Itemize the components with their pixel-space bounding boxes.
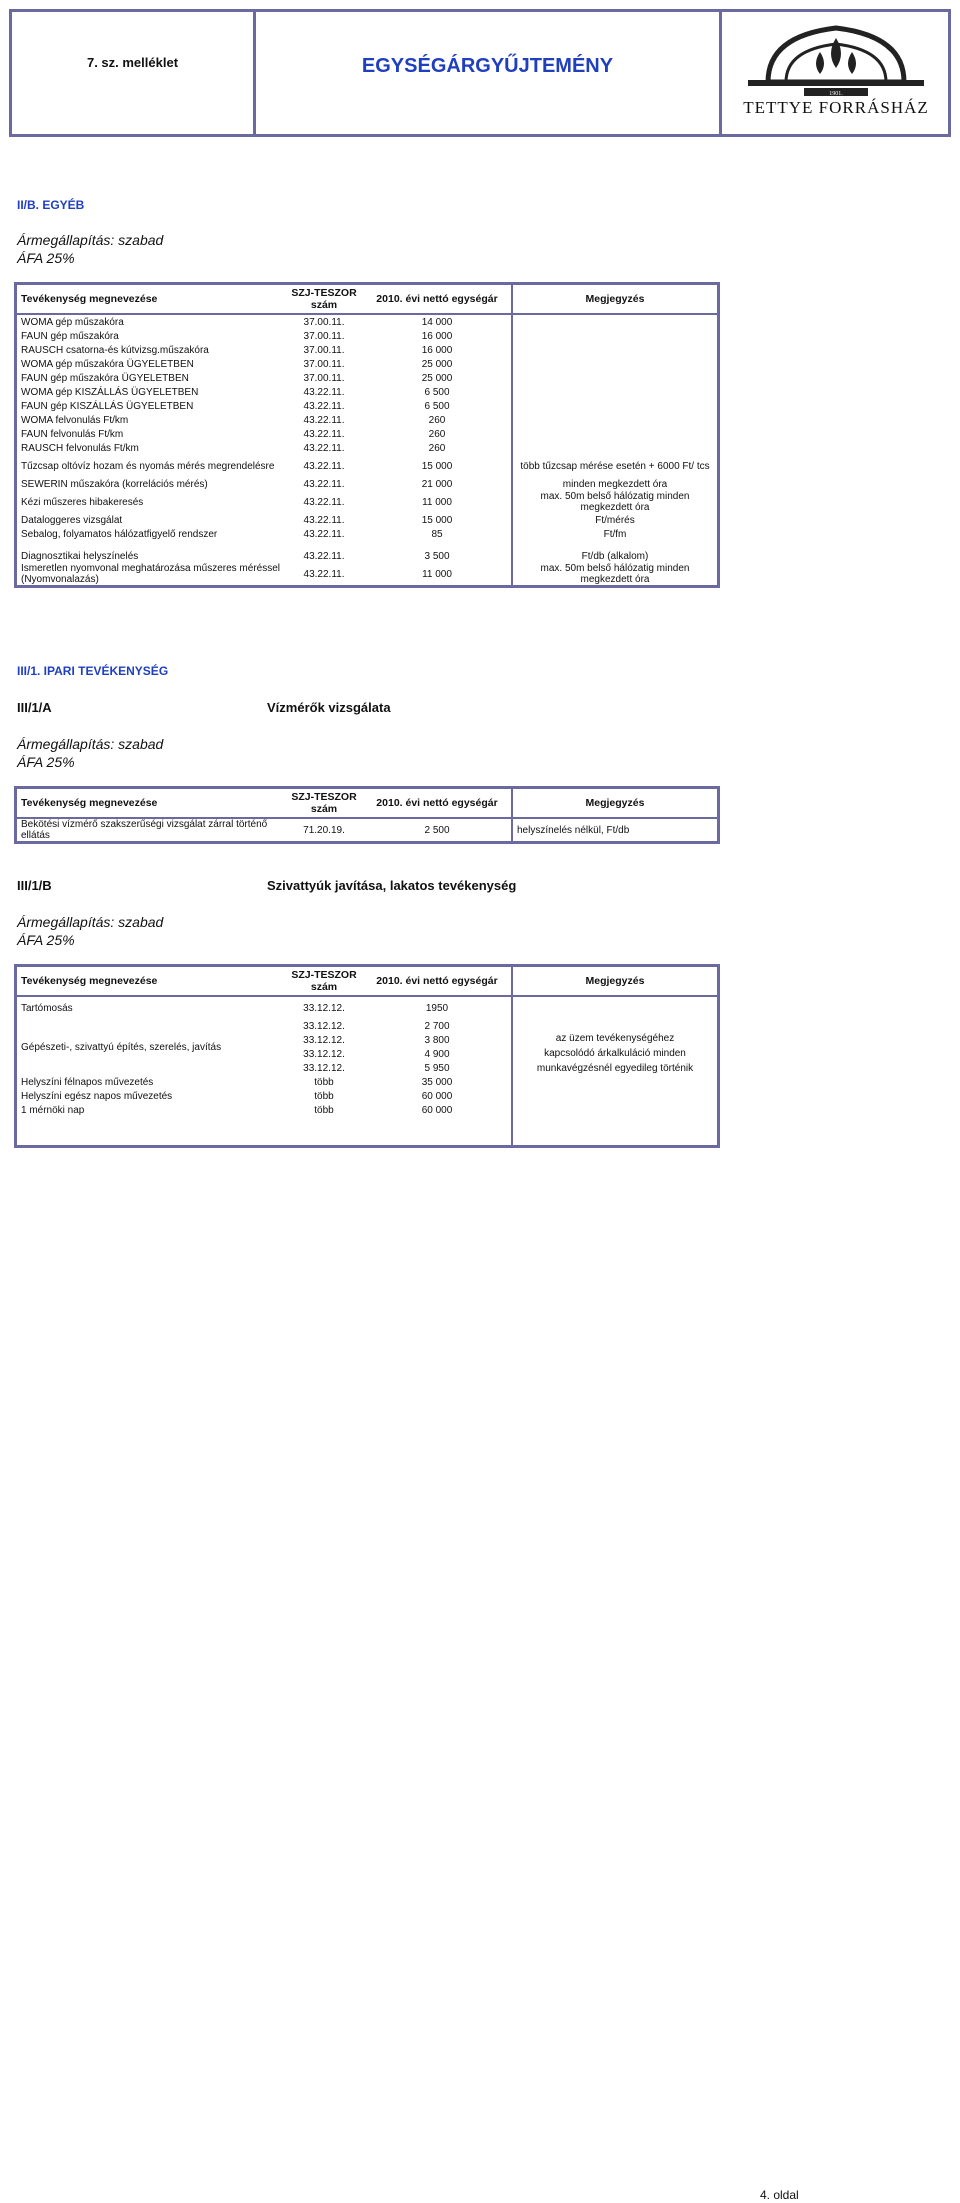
price-cell: 5 950 xyxy=(424,1062,450,1074)
szj-code-cell: 43.22.11. xyxy=(303,414,345,426)
szj-code-cell: 43.22.11. xyxy=(303,478,345,490)
price-cell: 6 500 xyxy=(424,400,450,412)
szj-code-cell: 33.12.12. xyxy=(303,1002,345,1014)
table-row xyxy=(16,413,719,427)
activity-cell: 1 mérnöki nap xyxy=(21,1104,85,1116)
note-cell xyxy=(512,343,719,357)
activity-cell: Ismeretlen nyomvonal meghatározása műszeres méréssel (Nyomvonalazás) xyxy=(21,563,280,585)
col-header-price: 2010. évi nettó egységár xyxy=(363,284,512,315)
activity-cell: WOMA gép műszakóra xyxy=(21,316,124,328)
activity-cell: RAUSCH csatorna-és kútvizsg.műszakóra xyxy=(21,344,209,356)
table-row xyxy=(16,343,719,357)
subsection-title: Szivattyúk javítása, lakatos tevékenység xyxy=(267,878,517,893)
activity-cell: RAUSCH felvonulás Ft/km xyxy=(21,442,139,454)
note-cell xyxy=(512,441,719,455)
col-header-note: Megjegyzés xyxy=(512,966,719,997)
col-header-note: Megjegyzés xyxy=(512,788,719,819)
price-cell: 2 500 xyxy=(424,824,450,836)
section-heading: II/B. EGYÉB xyxy=(17,198,85,212)
annex-label: 7. sz. melléklet xyxy=(86,55,179,70)
activity-cell: WOMA felvonulás Ft/km xyxy=(21,414,129,426)
price-cell: 3 500 xyxy=(424,550,450,562)
activity-cell: WOMA gép KISZÁLLÁS ÜGYELETBEN xyxy=(21,386,199,398)
price-cell: 11 000 xyxy=(422,496,452,508)
table-row xyxy=(16,371,719,385)
szj-code-cell: 37.00.11. xyxy=(303,344,345,356)
col-header-note: Megjegyzés xyxy=(512,284,719,315)
price-cell: 260 xyxy=(428,428,446,440)
table-row xyxy=(16,818,719,843)
page-number: 4. oldal xyxy=(760,2188,799,2202)
col-header-szj: SZJ-TESZOR szám xyxy=(285,966,363,997)
price-cell: 35 000 xyxy=(421,1076,453,1088)
note-cell: az üzem tevékenységéhez kapcsolódó árkalkuláció minden munkavégzésnél egyedileg történik xyxy=(512,996,719,1147)
col-header-activity: Tevékenység megnevezése xyxy=(16,966,286,997)
note-cell xyxy=(512,413,719,427)
table-row xyxy=(16,357,719,371)
price-cell: 60 000 xyxy=(421,1104,453,1116)
price-cell: 85 xyxy=(431,528,443,540)
note-cell: max. 50m belső hálózatig minden megkezdett óra xyxy=(512,491,719,513)
price-cell: 15 000 xyxy=(421,460,453,472)
table-row xyxy=(16,549,719,563)
table-row xyxy=(16,996,719,1019)
price-cell: 14 000 xyxy=(421,316,453,328)
header-divider xyxy=(719,9,722,137)
activity-cell: Helyszíni egész napos művezetés xyxy=(21,1090,173,1102)
szj-code-cell: 43.22.11. xyxy=(303,400,345,412)
price-cell: 25 000 xyxy=(421,372,453,384)
price-cell: 2 700 xyxy=(424,1020,450,1032)
activity-cell: FAUN gép műszakóra xyxy=(21,330,119,342)
note-cell: max. 50m belső hálózatig minden megkezdett óra xyxy=(512,563,719,587)
table-row xyxy=(16,563,719,587)
szj-code-cell: 43.22.11. xyxy=(303,550,345,562)
logo-wordmark: TETTYE FORRÁSHÁZ xyxy=(743,98,929,117)
col-header-activity: Tevékenység megnevezése xyxy=(16,284,286,315)
szj-code-cell: 43.22.11. xyxy=(303,568,345,580)
vat-label: ÁFA 25% xyxy=(17,250,75,266)
table-row xyxy=(16,314,719,329)
table-row xyxy=(16,455,719,477)
price-cell: 260 xyxy=(428,414,446,426)
price-cell: 260 xyxy=(428,442,446,454)
note-cell: helyszínelés nélkül, Ft/db xyxy=(512,818,719,843)
szj-code-cell: 37.00.11. xyxy=(303,372,345,384)
price-table-szivattyu xyxy=(14,964,720,1148)
activity-cell: FAUN felvonulás Ft/km xyxy=(21,428,124,440)
note-cell xyxy=(512,314,719,329)
price-cell: 6 500 xyxy=(424,386,450,398)
vat-label: ÁFA 25% xyxy=(17,754,75,770)
szj-code-cell: 43.22.11. xyxy=(303,528,345,540)
table-row xyxy=(16,477,719,491)
price-cell: 1950 xyxy=(425,1002,449,1014)
price-table-vizmero xyxy=(14,786,720,844)
price-cell: 3 800 xyxy=(424,1034,450,1046)
price-cell: 16 000 xyxy=(421,344,453,356)
table-row xyxy=(16,399,719,413)
table-row xyxy=(16,513,719,527)
section-heading: III/1. IPARI TEVÉKENYSÉG xyxy=(17,664,169,678)
price-cell: 21 000 xyxy=(421,478,453,490)
szj-code-cell: 43.22.11. xyxy=(303,496,345,508)
note-cell: Ft/mérés xyxy=(512,513,719,527)
activity-cell: WOMA gép műszakóra ÜGYELETBEN xyxy=(21,358,194,370)
szj-code-cell: 37.00.11. xyxy=(303,358,345,370)
activity-cell: Bekötési vízmérő szakszerűségi vizsgálat zárral történő ellátás xyxy=(21,819,268,841)
activity-cell: FAUN gép KISZÁLLÁS ÜGYELETBEN xyxy=(21,400,194,412)
vat-label: ÁFA 25% xyxy=(17,932,75,948)
note-cell xyxy=(512,427,719,441)
col-header-price: 2010. évi nettó egységár xyxy=(363,966,512,997)
table-row xyxy=(16,441,719,455)
activity-cell: Diagnosztikai helyszínelés xyxy=(21,550,139,562)
activity-cell: FAUN gép műszakóra ÜGYELETBEN xyxy=(21,372,189,384)
note-cell: Ft/fm xyxy=(512,527,719,541)
price-cell: 16 000 xyxy=(421,330,453,342)
szj-code-cell: 37.00.11. xyxy=(303,330,345,342)
szj-code-cell: 33.12.12. xyxy=(303,1062,345,1074)
szj-code-cell: 71.20.19. xyxy=(303,824,345,836)
szj-code-cell: több xyxy=(314,1104,334,1116)
pricing-label: Ármegállapítás: szabad xyxy=(17,736,164,752)
activity-cell: Helyszíni félnapos művezetés xyxy=(21,1076,154,1088)
activity-cell: Kézi műszeres hibakeresés xyxy=(21,496,144,508)
col-header-szj: SZJ-TESZOR szám xyxy=(285,788,363,819)
szj-code-cell: több xyxy=(314,1076,334,1088)
subsection-title: Vízmérők vizsgálata xyxy=(267,700,391,715)
szj-code-cell: 37.00.11. xyxy=(303,316,345,328)
pricing-label: Ármegállapítás: szabad xyxy=(17,232,164,248)
note-cell: több tűzcsap mérése esetén + 6000 Ft/ tcs xyxy=(512,455,719,477)
note-cell xyxy=(512,357,719,371)
price-cell: 25 000 xyxy=(421,358,453,370)
note-cell: Ft/db (alkalom) xyxy=(512,549,719,563)
szj-code-cell: 43.22.11. xyxy=(303,386,345,398)
activity-cell: Sebalog, folyamatos hálózatfigyelő rendszer xyxy=(21,528,218,540)
szj-code-cell: 43.22.11. xyxy=(303,428,345,440)
szj-code-cell: 43.22.11. xyxy=(303,460,345,472)
szj-code-cell: 33.12.12. xyxy=(303,1048,345,1060)
table-row xyxy=(16,527,719,541)
document-title: EGYSÉGÁRGYŰJTEMÉNY xyxy=(361,55,614,77)
note-cell xyxy=(512,385,719,399)
note-cell: minden megkezdett óra xyxy=(512,477,719,491)
table-row xyxy=(16,385,719,399)
activity-cell: Gépészeti-, szivattyú építés, szerelés, javítás xyxy=(21,1041,222,1053)
subsection-code: III/1/A xyxy=(17,700,52,715)
szj-code-cell: 43.22.11. xyxy=(303,442,345,454)
activity-cell: SEWERIN műszakóra (korrelációs mérés) xyxy=(21,478,208,490)
activity-cell: Tűzcsap oltóvíz hozam és nyomás mérés megrendelésre xyxy=(21,460,275,472)
col-header-szj: SZJ-TESZOR szám xyxy=(285,284,363,315)
price-cell: 11 000 xyxy=(422,568,452,580)
pricing-label: Ármegállapítás: szabad xyxy=(17,914,164,930)
activity-cell: Dataloggeres vizsgálat xyxy=(21,514,123,526)
note-cell xyxy=(512,399,719,413)
col-header-price: 2010. évi nettó egységár xyxy=(363,788,512,819)
note-cell xyxy=(512,371,719,385)
note-cell xyxy=(512,329,719,343)
table-row xyxy=(16,329,719,343)
activity-cell: Tartómosás xyxy=(21,1002,73,1014)
price-table-egyeb xyxy=(14,282,720,588)
price-cell: 15 000 xyxy=(421,514,453,526)
szj-code-cell: 33.12.12. xyxy=(303,1034,345,1046)
szj-code-cell: 33.12.12. xyxy=(303,1020,345,1032)
svg-text:1901.: 1901. xyxy=(829,91,843,97)
price-cell: 4 900 xyxy=(424,1048,450,1060)
szj-code-cell: több xyxy=(314,1090,334,1102)
table-row xyxy=(16,491,719,513)
subsection-code: III/1/B xyxy=(17,878,52,893)
szj-code-cell: 43.22.11. xyxy=(303,514,345,526)
price-cell: 60 000 xyxy=(421,1090,453,1102)
col-header-activity: Tevékenység megnevezése xyxy=(16,788,286,819)
table-row xyxy=(16,427,719,441)
